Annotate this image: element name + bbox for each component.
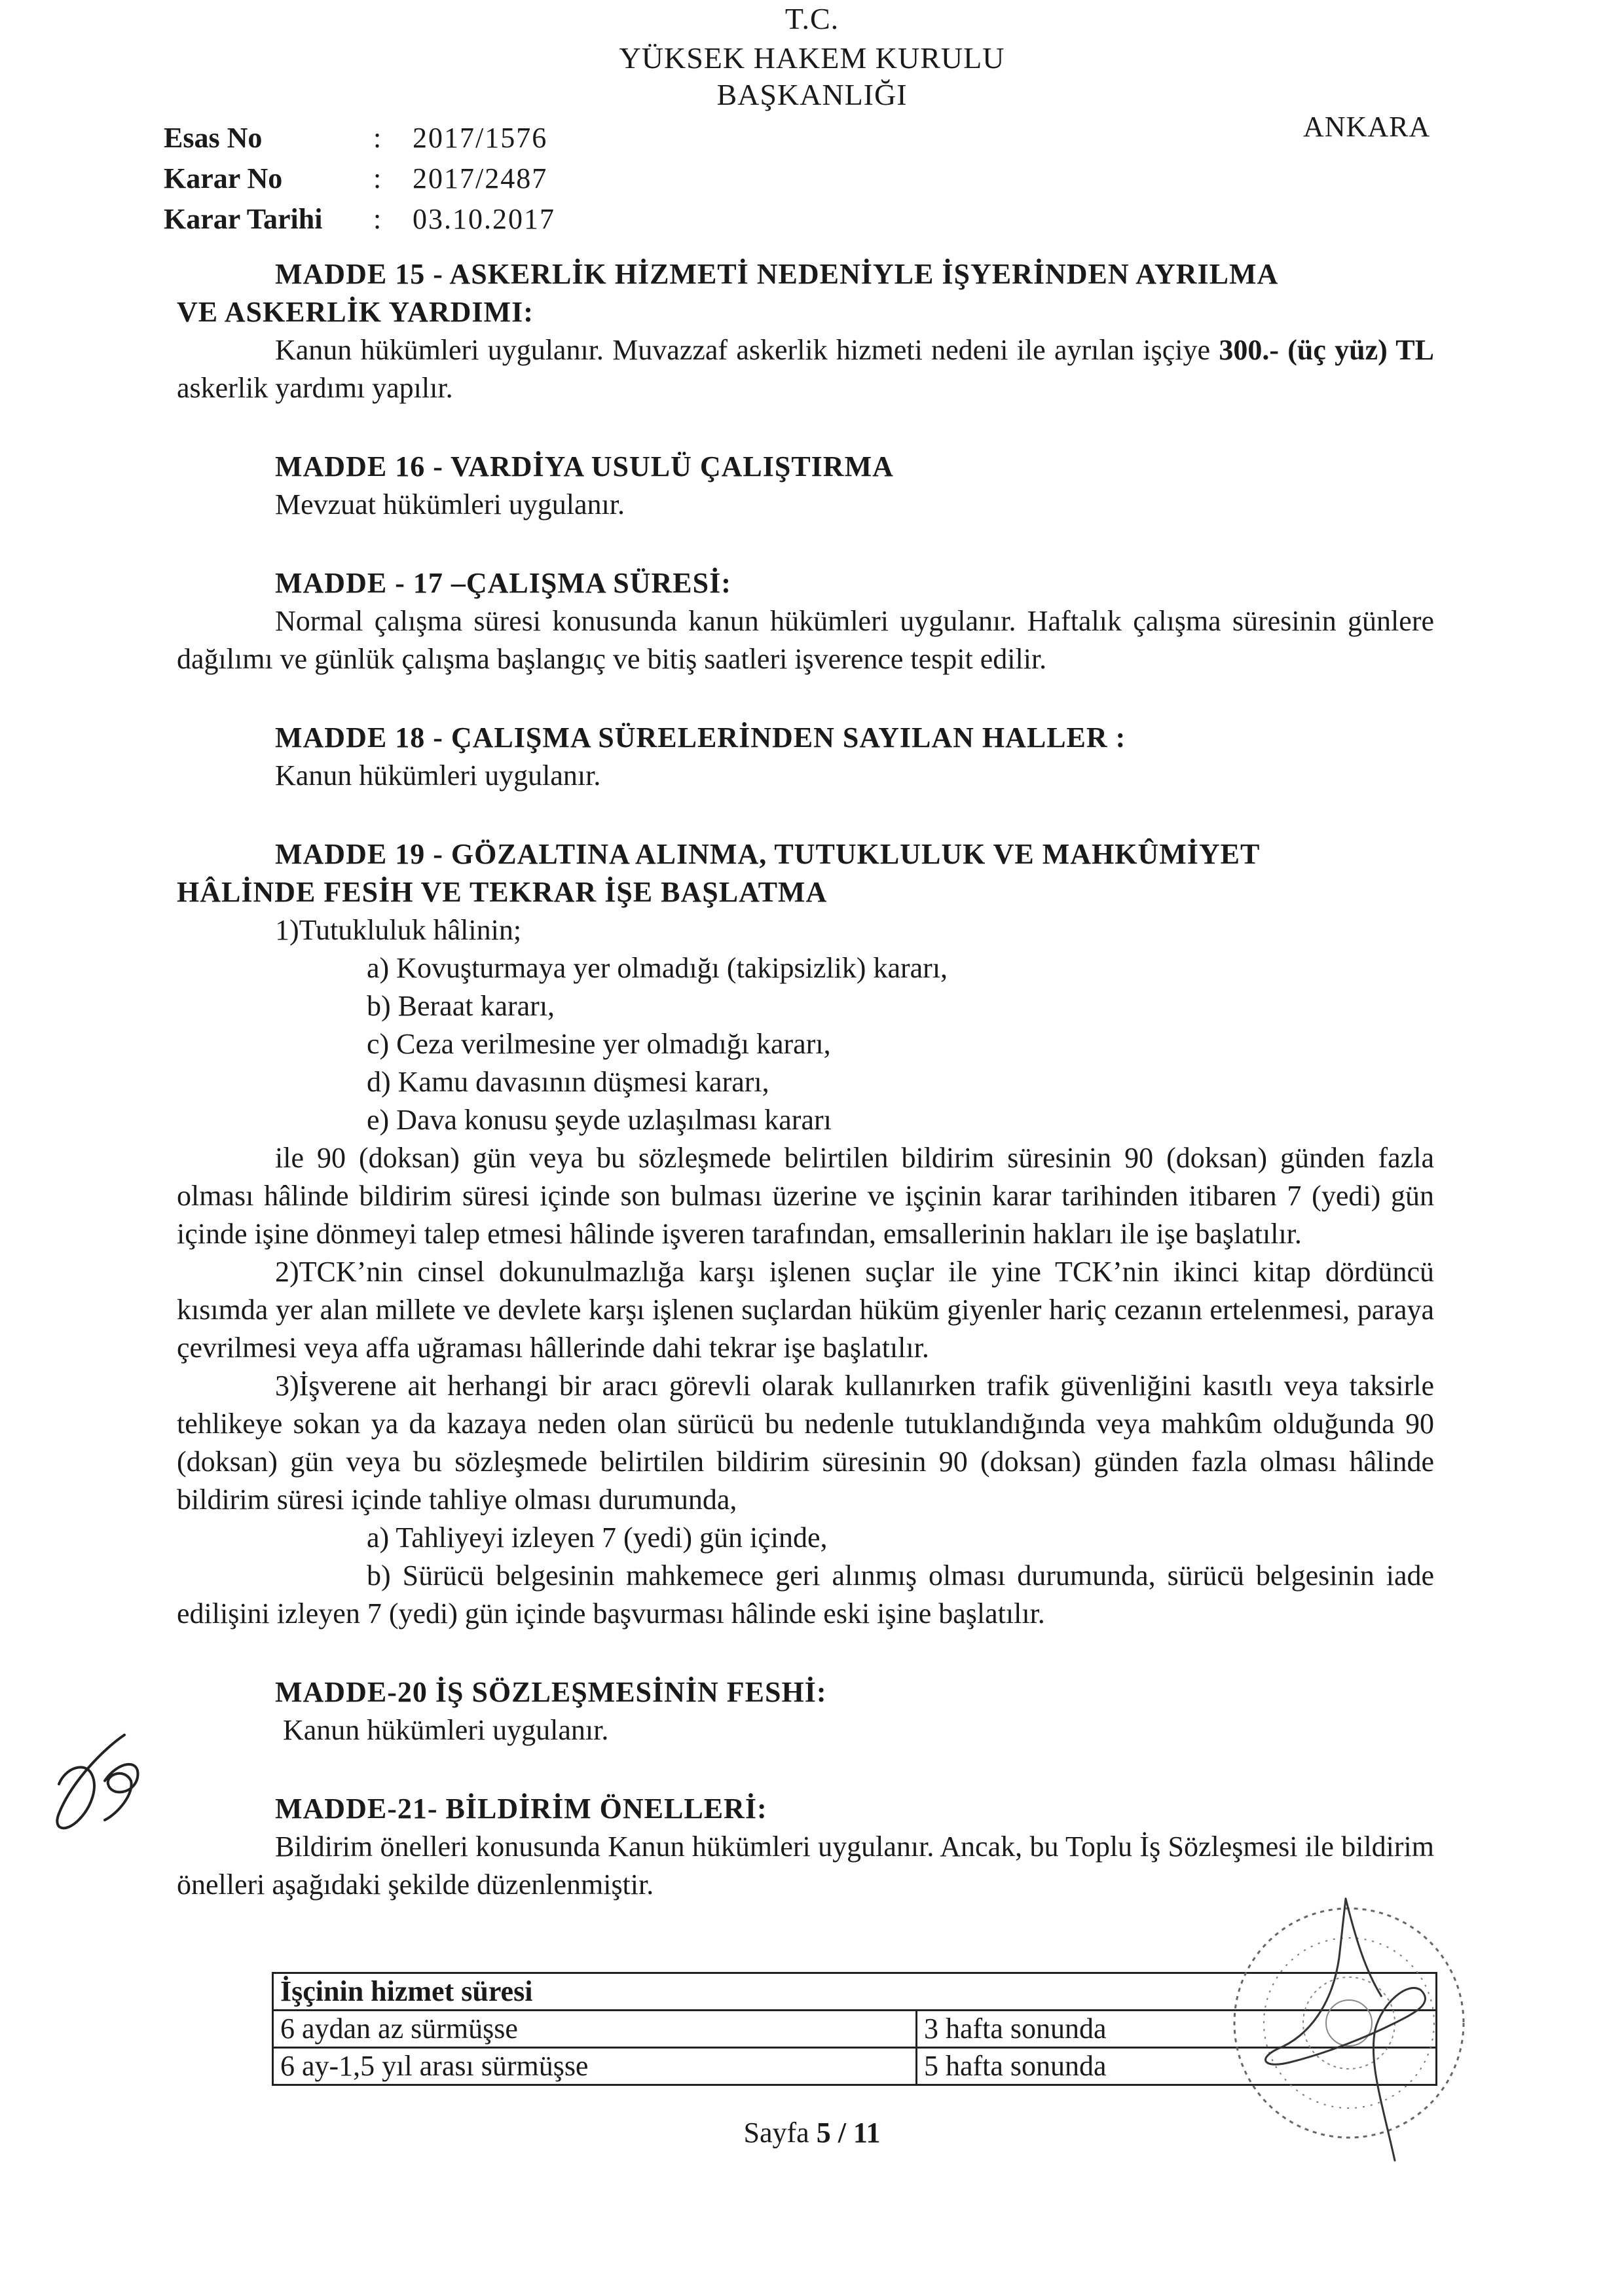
- table-cell-notice: 5 hafta sonunda: [917, 2048, 1437, 2085]
- case-meta: [164, 118, 555, 240]
- meta-row-esas: [164, 118, 555, 158]
- meta-value: 2017/2487: [413, 162, 548, 194]
- table-cell-notice: 3 hafta sonunda: [917, 2011, 1437, 2048]
- meta-row-tarih: [164, 199, 555, 240]
- article-19-item: b) Beraat kararı,: [367, 990, 555, 1022]
- article-18-text: Kanun hükümleri uygulanır.: [275, 759, 601, 792]
- table-cell-duration: 6 aydan az sürmüşse: [273, 2011, 917, 2048]
- meta-label: Esas No: [164, 122, 263, 154]
- article-21-text: Bildirim önelleri konusunda Kanun hükümleri uygulanır. Ancak, bu Toplu İş Sözleşmesi ile bildirim önelleri aşağıdaki şekilde düzenlenmiştir.: [177, 1831, 1434, 1901]
- article-17-text: Normal çalışma süresi konusunda kanun hükümleri uygulanır. Haftalık çalışma süresinin günlere dağılımı ve günlük çalışma başlangıç ve bitiş saatleri işverence tespit edilir.: [177, 605, 1434, 675]
- article-19-p2: 2)TCK’nin cinsel dokunulmazlığa karşı işlenen suçlar ile yine TCK’nin ikinci kitap dördüncü kısımda yer alan millete ve devlete karşı işlenen suçlardan hüküm giyenler hariç cezanın ertelenmesi, paraya çevrilmesi veya affa uğraması hâllerinde dahi tekrar işe başlatılır.: [177, 1256, 1434, 1364]
- official-seal: [1198, 1872, 1486, 2174]
- meta-value: 2017/1576: [413, 122, 548, 154]
- page-number: 5 / 11: [816, 2117, 881, 2149]
- header-tc: T.C.: [784, 2, 840, 35]
- article-19-item: c) Ceza verilmesine yer olmadığı kararı,: [367, 1028, 831, 1060]
- meta-colon: :: [373, 122, 382, 154]
- article-19-title-cont: HÂLİNDE FESİH VE TEKRAR İŞE BAŞLATMA: [177, 876, 828, 908]
- article-15-amount: 300.- (üç yüz) TL: [1219, 334, 1434, 366]
- article-15-title: MADDE 15 - ASKERLİK HİZMETİ NEDENİYLE İŞYERİNDEN AYRILMA: [275, 258, 1279, 290]
- table-header-cell: İşçinin hizmet süresi: [273, 1973, 1437, 2011]
- article-15-title-cont: VE ASKERLİK YARDIMI:: [177, 296, 534, 328]
- header-org: YÜKSEK HAKEM KURULU: [619, 41, 1005, 75]
- article-19-item: e) Dava konusu şeyde uzlaşılması kararı: [367, 1104, 832, 1136]
- article-19-item: a) Kovuşturmaya yer olmadığı (takipsizlik) kararı,: [367, 952, 948, 984]
- meta-row-karar: [164, 158, 555, 199]
- article-19-p3-a: a) Tahliyeyi izleyen 7 (yedi) gün içinde,: [367, 1522, 828, 1554]
- article-19-title: MADDE 19 - GÖZALTINA ALINMA, TUTUKLULUK VE MAHKÛMİYET: [275, 838, 1261, 870]
- article-16-text: Mevzuat hükümleri uygulanır.: [275, 488, 625, 520]
- article-18-title: MADDE 18 - ÇALIŞMA SÜRELERİNDEN SAYILAN HALLER :: [275, 721, 1126, 754]
- article-19-p3-b: b) Sürücü belgesinin mahkemece geri alınmış olması durumunda, sürücü belgesinin iade edilişini izleyen 7 (yedi) gün içinde başvurması hâlinde eski işine başlatılır.: [177, 1559, 1434, 1630]
- handwritten-initial: [26, 1722, 157, 1840]
- meta-colon: :: [373, 162, 382, 194]
- meta-colon: :: [373, 203, 382, 235]
- article-16-title: MADDE 16 - VARDİYA USULÜ ÇALIŞTIRMA: [275, 450, 894, 483]
- footer-prefix: Sayfa: [743, 2117, 817, 2149]
- article-15-text-a: Kanun hükümleri uygulanır. Muvazzaf askerlik hizmeti nedeni ile ayrılan işçiye: [275, 334, 1219, 366]
- header-office: BAŞKANLIĞI: [716, 78, 908, 111]
- article-19-item: d) Kamu davasının düşmesi kararı,: [367, 1066, 769, 1098]
- article-21-title: MADDE-21- BİLDİRİM ÖNELLERİ:: [275, 1793, 767, 1825]
- article-15-text: [177, 331, 1434, 407]
- article-19-p1-intro: 1)Tutukluluk hâlinin;: [275, 914, 522, 946]
- article-20-text: Kanun hükümleri uygulanır.: [283, 1714, 609, 1746]
- article-15-text-b: askerlik yardımı yapılır.: [177, 372, 453, 404]
- article-19-p1-body: ile 90 (doksan) gün veya bu sözleşmede belirtilen bildirim süresinin 90 (doksan) günden fazla olması hâlinde bildirim süresi içinde son bulması üzerine ve işçinin karar tarihinden itibaren 7 (yedi) gün içinde işine dönmeyi talep etmesi hâlinde işveren tarafından, emsallerinin hakları ile işe başlatılır.: [177, 1142, 1434, 1250]
- article-17-title: MADDE - 17 –ÇALIŞMA SÜRESİ:: [275, 567, 731, 599]
- table-cell-duration: 6 ay-1,5 yıl arası sürmüşse: [273, 2048, 917, 2085]
- meta-value: 03.10.2017: [413, 203, 555, 235]
- header-city: ANKARA: [1303, 111, 1431, 143]
- meta-label: Karar Tarihi: [164, 203, 323, 235]
- meta-label: Karar No: [164, 162, 283, 194]
- document-body: [177, 255, 1434, 1904]
- article-19-p3: 3)İşverene ait herhangi bir aracı görevli olarak kullanırken trafik güvenliğini kasıtlı veya taksirle tehlikeye sokan ya da kazaya neden olan sürücü bu nedenle tutuklandığında veya mahkûm olduğunda 90 (doksan) gün veya bu sözleşmede belirtilen bildirim süresinin 90 (doksan) günden fazla olması hâlinde bildirim süresi içinde tahliye olması durumunda,: [177, 1370, 1434, 1516]
- article-20-title: MADDE-20 İŞ SÖZLEŞMESİNİN FESHİ:: [275, 1676, 827, 1708]
